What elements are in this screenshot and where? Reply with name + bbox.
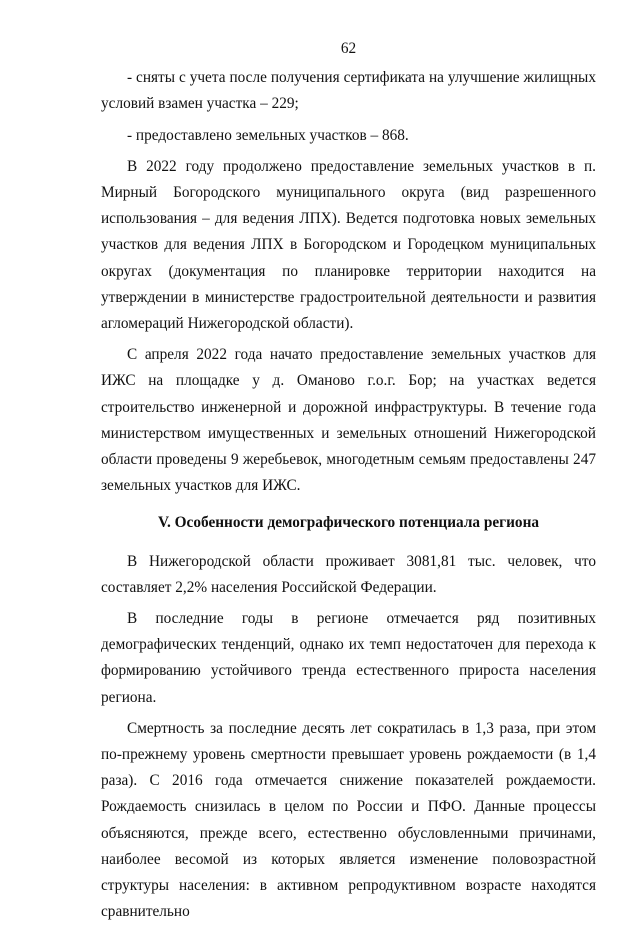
section-heading: V. Особенности демографического потенциала региона: [157, 514, 540, 532]
paragraph-plots-granted: - предоставлено земельных участков – 868.: [127, 126, 409, 144]
page-number: 62: [340, 40, 357, 57]
paragraph-demographic-trends: В последние годы в регионе отмечается ряд позитивных демографических тенденций, однако их темп недостаточен для перехода к формированию устойчивого тренда естественного прироста населения региона.: [101, 610, 596, 706]
paragraph-population: В Нижегородской области проживает 3081,81 тыс. человек, что составляет 2,2% населения Российской Федерации.: [101, 552, 596, 596]
paragraph-omanovo-izhs: С апреля 2022 года начато предоставление земельных участков для ИЖС на площадке у д. Оманово г.о.г. Бор; на участках ведется строительство инженерной и дорожной инфраструктуры. В течение года министерством имущественных и земельных отношений Нижегородской области проведены 9 жеребьевок, многодетным семьям предоставлены 247 земельных участков для ИЖС.: [101, 346, 596, 495]
paragraph-mirny-2022: В 2022 году продолжено предоставление земельных участков в п. Мирный Богородского муниципального округа (вид разрешенного использования – для ведения ЛПХ). Ведется подготовка новых земельных участков для ведения ЛПХ в Богородском и Городецком муниципальных округах (документация по планировке территории находится на утверждении в министерстве градостроительной деятельности и развития агломераций Нижегородской области).: [101, 157, 596, 333]
paragraph-mortality: Смертность за последние десять лет сократилась в 1,3 раза, при этом по-прежнему уровень смертности превышает уровень рождаемости (в 1,4 раза). С 2016 года отмечается снижение показателей рождаемости. Рождаемость снизилась в целом по России и ПФО. Данные процессы объясняются, прежде всего, естественно обусловленными причинами, наиболее весомой из которых является изменение половозрастной структуры населения: в активном репродуктивном возрасте находятся сравнительно: [101, 719, 596, 921]
paragraph-certificates: - сняты с учета после получения сертификата на улучшение жилищных условий взамен участка – 229;: [101, 69, 596, 113]
